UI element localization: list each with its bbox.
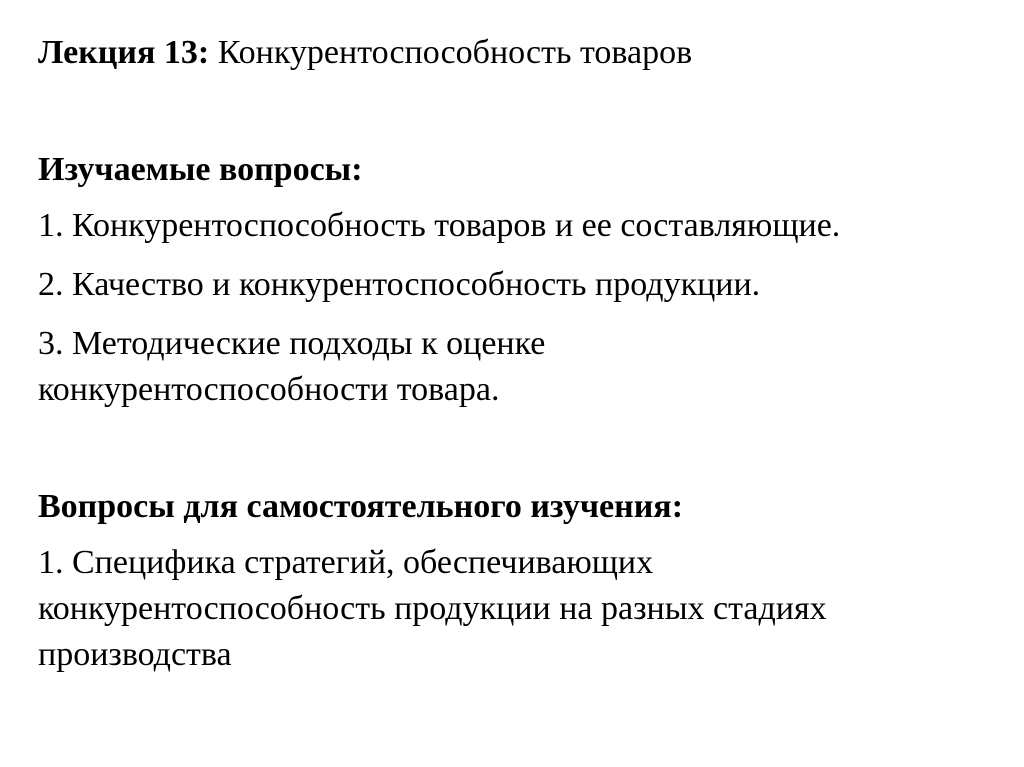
lecture-slide	[38, 0, 998, 767]
study-questions-heading: Изучаемые вопросы:	[38, 151, 363, 188]
self-study-item-continuation: конкурентоспособность продукции на разных стадиях	[38, 590, 827, 627]
lecture-title-line	[38, 33, 692, 73]
lecture-number-label: Лекция 13:	[38, 34, 210, 71]
self-study-item-continuation: производства	[38, 636, 232, 673]
study-question-item: 3. Методические подходы к оценке	[38, 325, 546, 362]
lecture-title: Конкурентоспособность товаров	[217, 34, 693, 71]
study-question-item: 2. Качество и конкурентоспособность продукции.	[38, 266, 761, 303]
self-study-item: 1. Специфика стратегий, обеспечивающих	[38, 544, 654, 581]
study-question-item: 1. Конкурентоспособность товаров и ее составляющие.	[38, 207, 841, 244]
self-study-heading: Вопросы для самостоятельного изучения:	[38, 488, 684, 525]
study-question-item-continuation: конкурентоспособности товара.	[38, 371, 500, 408]
